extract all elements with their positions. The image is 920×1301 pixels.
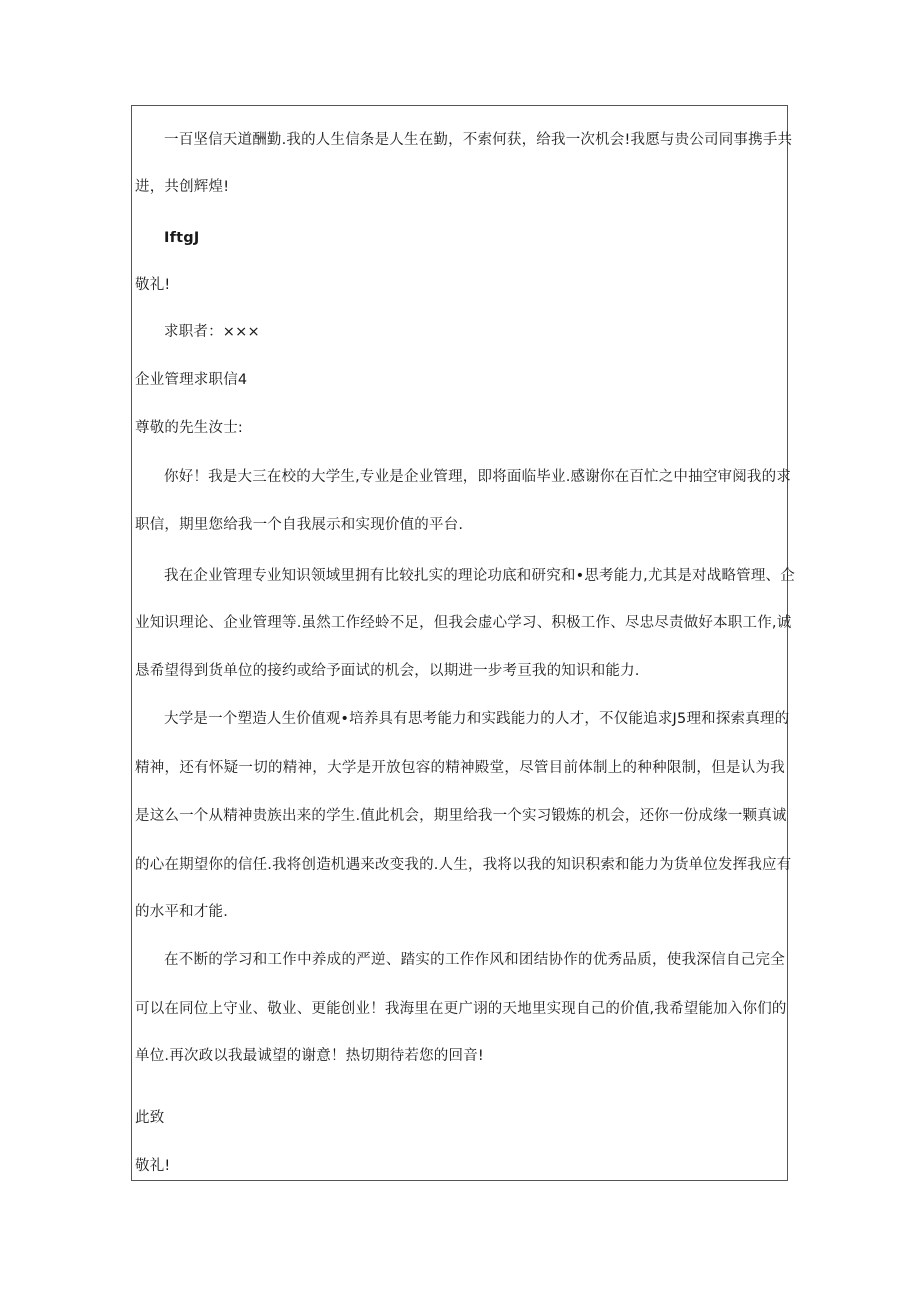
document-border [131,105,795,1181]
applicant-signature: 求职者：××× [164,324,260,340]
signature-scrawl: IftgJ [164,230,200,246]
salutation: 尊敬的先生汝士: [135,420,243,436]
paragraph-line: 是这么一个从精神贵族出来的学生.值此机会，期里给我一个实习锻炼的机会，还你一份成缘一颗真诚 [135,808,787,824]
section-title: 企业管理求职信4 [135,372,248,388]
paragraph-line: 恳希望得到货单位的接约或给予面试的机会，以期进一步考亘我的知识和能力. [135,663,640,679]
paragraph-line: 的水平和才能. [135,904,229,920]
paragraph-line: 一百坚信天道酬勤.我的人生信条是人生在勤，不索何获，给我一次机会!我愿与贵公司同事携手共 [164,132,793,148]
paragraph-line: 的心在期望你的信任.我将创造机遇来改变我的.人生，我将以我的知识积索和能力为货单位发挥我应有 [135,857,792,873]
paragraph-line: 大学是一个塑造人生价值观•培养具有思考能力和实践能力的人才，不仅能追求J5理和探索真理的 [164,711,790,727]
paragraph-line: 进，共创辉煌! [135,179,230,195]
paragraph-line: 精神，还有怀疑一切的精神，大学是开放包容的精神殿堂，尽管目前体制上的种种限制，但是认为我 [135,760,785,776]
closing-phrase: 此致 [135,1110,165,1126]
paragraph-line: 职信，期里您给我一个自我展示和实现价值的平台. [135,517,464,533]
closing-salute: 敬礼! [135,277,171,293]
paragraph-line: 单位.再次政以我最诚望的谢意！热切期待若您的回音! [135,1048,484,1064]
paragraph-line: 你好！我是大三在校的大学生,专业是企业管理，即将面临毕业.感谢你在百忙之中抽空审阅我的求 [164,469,792,485]
paragraph-line: 在不断的学习和工作中养成的严逆、踏实的工作作风和团结协作的优秀品质，使我深信自己完全 [164,952,785,968]
paragraph-line: 可以在同位上守业、敬业、更能创业！我海里在更广诩的天地里实现自己的价值,我希望能加入你们的 [135,1001,787,1017]
paragraph-line: 我在企业管理专业知识领域里拥有比较扎实的理论功底和研究和•思考能力,尤其是对战略管理、企 [164,568,795,584]
closing-salute: 敬礼! [135,1158,171,1174]
paragraph-line: 业知识理论、企业管理等.虽然工作经蛉不足，但我会虚心学习、积极工作、尽忠尽责做好本职工作,诚 [135,615,792,631]
